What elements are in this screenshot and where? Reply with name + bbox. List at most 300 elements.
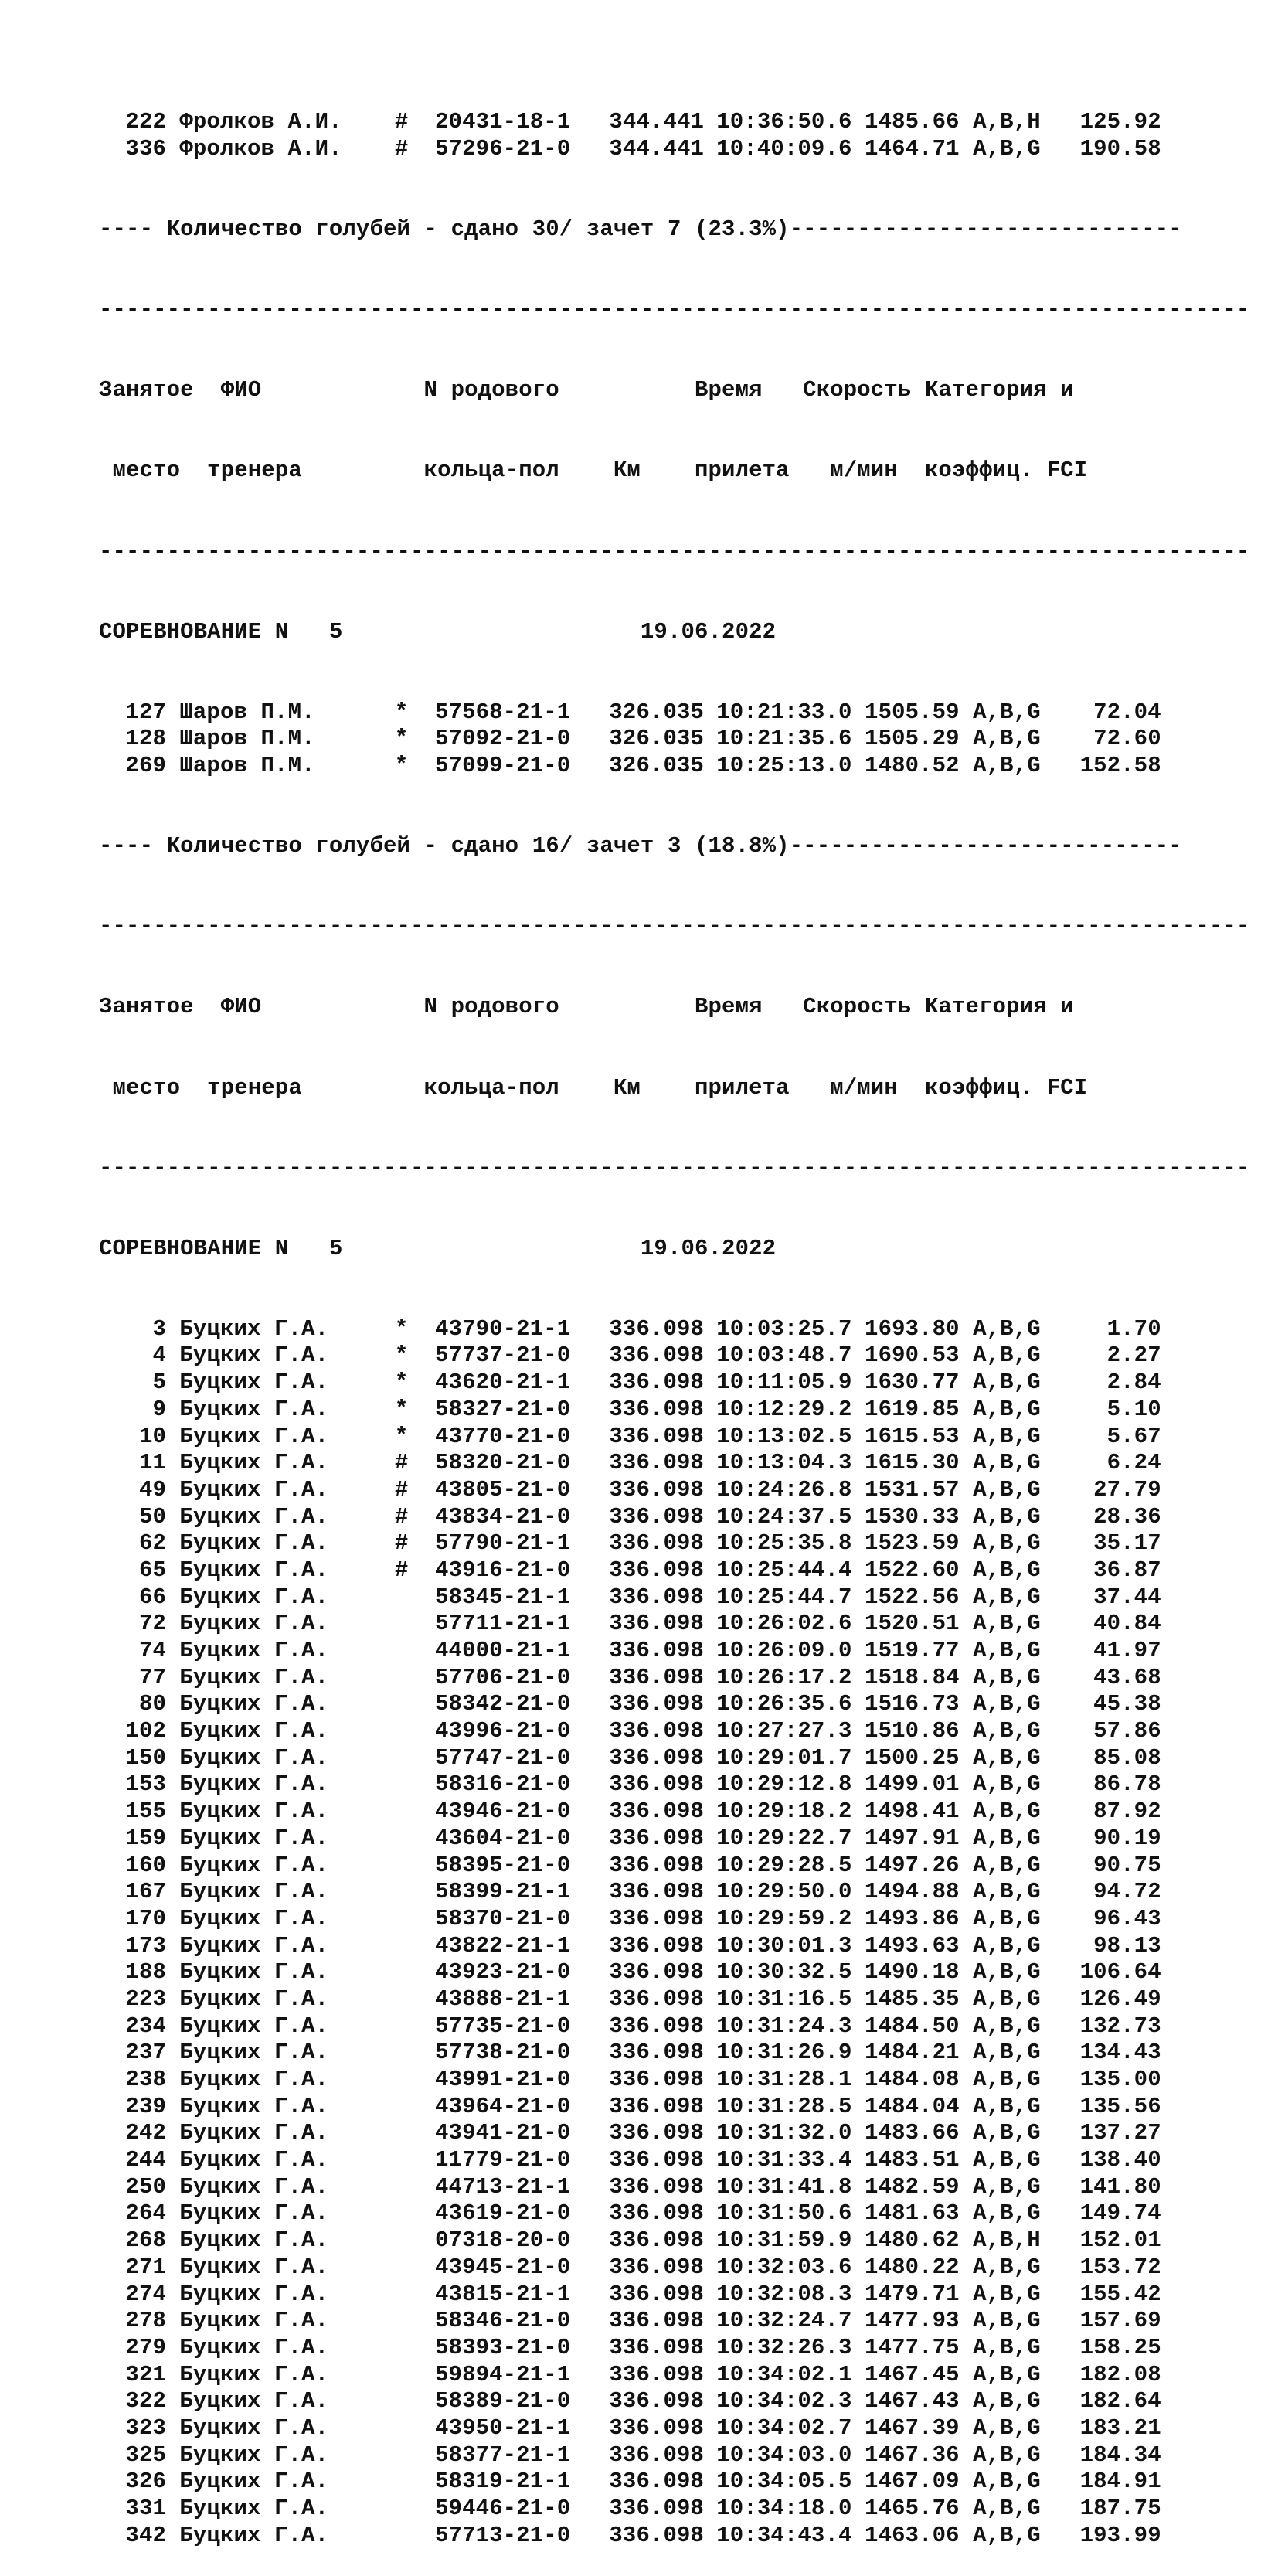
- cell-cat: A,B,G: [973, 2173, 1041, 2200]
- cell-place: 271: [125, 2254, 166, 2280]
- cell-place: 223: [125, 1986, 166, 2012]
- cell-ring: 43945-21-0: [435, 2254, 571, 2280]
- cell-time: 10:27:27.3: [716, 1718, 852, 1744]
- result-row: [99, 136, 1258, 163]
- cell-ring: 57296-21-0: [435, 136, 571, 162]
- cell-name: Буцких Г.А.: [179, 1959, 329, 1986]
- cell-time: 10:25:35.8: [716, 1530, 852, 1557]
- cell-place: 321: [125, 2361, 166, 2387]
- cell-mark: *: [394, 1315, 409, 1342]
- cell-time: 10:36:50.6: [716, 109, 852, 135]
- cell-fci: 182.64: [1079, 2388, 1161, 2414]
- cell-speed: 1499.01: [865, 1771, 960, 1798]
- cell-ring: 43815-21-1: [435, 2281, 571, 2307]
- cell-place: 65: [138, 1557, 166, 1583]
- results-table-butskikh: [99, 1316, 1258, 2550]
- cell-mark: #: [394, 1557, 409, 1583]
- cell-km: 336.098: [609, 2281, 705, 2307]
- cell-place: 128: [125, 726, 166, 752]
- cell-place: 325: [125, 2442, 166, 2468]
- cell-cat: A,B,G: [973, 1932, 1041, 1958]
- cell-ring: 58346-21-0: [435, 2308, 571, 2334]
- cell-time: 10:34:18.0: [716, 2496, 852, 2522]
- cell-ring: 43996-21-0: [435, 1718, 571, 1744]
- cell-cat: A,B,G: [973, 136, 1041, 162]
- cell-speed: 1615.30: [865, 1450, 960, 1476]
- cell-speed: 1523.59: [865, 1530, 960, 1557]
- cell-place: 153: [125, 1771, 166, 1798]
- result-row: [99, 2094, 1258, 2121]
- cell-time: 10:34:02.1: [716, 2361, 852, 2387]
- cell-place: 264: [125, 2200, 166, 2227]
- cell-fci: 5.10: [1106, 1396, 1161, 1422]
- result-row: [99, 753, 1258, 780]
- cell-cat: A,B,G: [973, 2469, 1041, 2495]
- cell-cat: A,B,G: [973, 1530, 1041, 1557]
- cell-cat: A,B,G: [973, 1503, 1041, 1530]
- cell-km: 326.035: [609, 699, 705, 725]
- cell-speed: 1510.86: [865, 1718, 960, 1744]
- cell-km: 336.098: [609, 2361, 705, 2387]
- cell-cat: A,B,G: [973, 1879, 1041, 1905]
- cell-time: 10:32:26.3: [716, 2334, 852, 2360]
- cell-name: Буцких Г.А.: [179, 2308, 329, 2334]
- result-row: [99, 1771, 1258, 1798]
- result-row: [99, 2147, 1258, 2174]
- cell-cat: A,B,G: [973, 2442, 1041, 2468]
- result-row: [99, 726, 1258, 753]
- cell-place: 11: [138, 1450, 166, 1476]
- cell-fci: 187.75: [1079, 2496, 1161, 2522]
- cell-ring: 59894-21-1: [435, 2361, 571, 2387]
- cell-ring: 59446-21-0: [435, 2496, 571, 2522]
- cell-cat: A,B,G: [973, 1744, 1041, 1771]
- cell-place: 242: [125, 2120, 166, 2146]
- results-document: [99, 56, 1258, 2576]
- result-row: [99, 1638, 1258, 1665]
- cell-cat: A,B,G: [973, 2067, 1041, 2093]
- cell-fci: 35.17: [1093, 1530, 1161, 1557]
- cell-ring: 57711-21-1: [435, 1611, 571, 1637]
- cell-place: 3: [152, 1315, 166, 1342]
- cell-ring: 43950-21-1: [435, 2414, 571, 2441]
- cell-name: Буцких Г.А.: [179, 1530, 329, 1557]
- result-row: [99, 2254, 1258, 2282]
- cell-place: 222: [125, 109, 166, 135]
- cell-km: 336.098: [609, 2388, 705, 2414]
- cell-place: 250: [125, 2173, 166, 2200]
- cell-cat: A,B,G: [973, 2522, 1041, 2548]
- cell-time: 10:24:37.5: [716, 1503, 852, 1530]
- cell-ring: 57092-21-0: [435, 726, 571, 752]
- cell-name: Буцких Г.А.: [179, 2522, 329, 2548]
- cell-speed: 1477.93: [865, 2308, 960, 2334]
- result-row: [99, 1424, 1258, 1451]
- cell-cat: A,B,G: [973, 1423, 1041, 1449]
- cell-place: 66: [138, 1584, 166, 1610]
- cell-km: 336.098: [609, 1718, 705, 1744]
- cell-km: 336.098: [609, 1557, 705, 1583]
- cell-mark: *: [394, 726, 409, 752]
- cell-km: 336.098: [609, 2200, 705, 2227]
- cell-time: 10:13:02.5: [716, 1423, 852, 1449]
- cell-cat: A,B,G: [973, 1396, 1041, 1422]
- cell-speed: 1467.39: [865, 2414, 960, 2441]
- cell-cat: A,B,G: [973, 1342, 1041, 1369]
- cell-fci: 72.04: [1093, 699, 1161, 725]
- result-row: [99, 2415, 1258, 2442]
- cell-fci: 85.08: [1093, 1744, 1161, 1771]
- cell-time: 10:29:28.5: [716, 1852, 852, 1878]
- cell-km: 336.098: [609, 1879, 705, 1905]
- cell-speed: 1530.33: [865, 1503, 960, 1530]
- cell-name: Буцких Г.А.: [179, 1450, 329, 1476]
- result-row: [99, 2496, 1258, 2523]
- cell-time: 10:29:12.8: [716, 1771, 852, 1798]
- cell-name: Буцких Г.А.: [179, 2147, 329, 2173]
- cell-name: Буцких Г.А.: [179, 2496, 329, 2522]
- cell-cat: A,B,G: [973, 2200, 1041, 2227]
- cell-km: 336.098: [609, 2496, 705, 2522]
- cell-speed: 1482.59: [865, 2173, 960, 2200]
- cell-speed: 1477.75: [865, 2334, 960, 2360]
- cell-ring: 58377-21-1: [435, 2442, 571, 2468]
- cell-name: Буцких Г.А.: [179, 1986, 329, 2012]
- result-row: [99, 1933, 1258, 1960]
- cell-name: Буцких Г.А.: [179, 1691, 329, 1717]
- cell-km: 336.098: [609, 2013, 705, 2039]
- cell-name: Буцких Г.А.: [179, 1718, 329, 1744]
- cell-name: Буцких Г.А.: [179, 1771, 329, 1798]
- cell-place: 74: [138, 1638, 166, 1664]
- results-table-frolkov: [99, 109, 1258, 162]
- cell-ring: 11779-21-0: [435, 2147, 571, 2173]
- cell-name: Буцких Г.А.: [179, 1852, 329, 1878]
- cell-km: 326.035: [609, 753, 705, 779]
- cell-fci: 182.08: [1079, 2361, 1161, 2387]
- cell-place: 244: [125, 2147, 166, 2173]
- cell-cat: A,B,G: [973, 726, 1041, 752]
- cell-fci: 98.13: [1093, 1932, 1161, 1958]
- column-header-line-1: Занятое ФИО N родового Время Скорость Категория и: [99, 994, 1074, 1020]
- cell-time: 10:29:01.7: [716, 1744, 852, 1771]
- cell-speed: 1484.50: [865, 2013, 960, 2039]
- cell-place: 322: [125, 2388, 166, 2414]
- cell-ring: 43946-21-0: [435, 1798, 571, 1825]
- result-row: [99, 2227, 1258, 2254]
- cell-time: 10:34:43.4: [716, 2522, 852, 2548]
- competition-heading: СОРЕВНОВАНИЕ N 5 19.06.2022: [99, 1235, 777, 1261]
- cell-speed: 1467.36: [865, 2442, 960, 2468]
- cell-speed: 1505.29: [865, 726, 960, 752]
- cell-place: 77: [138, 1664, 166, 1690]
- cell-fci: 37.44: [1093, 1584, 1161, 1610]
- cell-place: 237: [125, 2040, 166, 2066]
- cell-name: Буцких Г.А.: [179, 2469, 329, 2495]
- result-row: [99, 1986, 1258, 2013]
- cell-speed: 1493.63: [865, 1932, 960, 1958]
- cell-mark: *: [394, 1396, 409, 1422]
- cell-km: 336.098: [609, 1771, 705, 1798]
- cell-speed: 1483.66: [865, 2120, 960, 2146]
- cell-fci: 158.25: [1079, 2334, 1161, 2360]
- cell-fci: 157.69: [1079, 2308, 1161, 2334]
- result-row: [99, 1906, 1258, 1933]
- cell-km: 336.098: [609, 1932, 705, 1958]
- cell-speed: 1463.06: [865, 2522, 960, 2548]
- cell-speed: 1516.73: [865, 1691, 960, 1717]
- cell-speed: 1690.53: [865, 1342, 960, 1369]
- cell-ring: 20431-18-1: [435, 109, 571, 135]
- cell-time: 10:13:04.3: [716, 1450, 852, 1476]
- cell-km: 336.098: [609, 1450, 705, 1476]
- cell-name: Буцких Г.А.: [179, 1932, 329, 1958]
- cell-ring: 58345-21-1: [435, 1584, 571, 1610]
- result-row: [99, 1530, 1258, 1557]
- cell-speed: 1522.56: [865, 1584, 960, 1610]
- cell-mark: #: [394, 1476, 409, 1502]
- cell-fci: 28.36: [1093, 1503, 1161, 1530]
- cell-speed: 1630.77: [865, 1370, 960, 1396]
- results-table-sharov: [99, 699, 1258, 780]
- cell-cat: A,B,G: [973, 1315, 1041, 1342]
- cell-ring: 58316-21-0: [435, 1771, 571, 1798]
- cell-time: 10:31:32.0: [716, 2120, 852, 2146]
- cell-place: 72: [138, 1611, 166, 1637]
- cell-ring: 58399-21-1: [435, 1879, 571, 1905]
- cell-place: 274: [125, 2281, 166, 2307]
- cell-km: 336.098: [609, 2414, 705, 2441]
- cell-fci: 184.91: [1079, 2469, 1161, 2495]
- cell-speed: 1494.88: [865, 1879, 960, 1905]
- cell-time: 10:21:35.6: [716, 726, 852, 752]
- cell-cat: A,B,G: [973, 2254, 1041, 2280]
- result-row: [99, 1316, 1258, 1343]
- cell-fci: 2.27: [1106, 1342, 1161, 1369]
- cell-place: 326: [125, 2469, 166, 2495]
- cell-cat: A,B,G: [973, 699, 1041, 725]
- cell-fci: 153.72: [1079, 2254, 1161, 2280]
- result-row: [99, 699, 1258, 727]
- cell-place: 49: [138, 1476, 166, 1502]
- cell-time: 10:29:22.7: [716, 1825, 852, 1851]
- divider-line: -------------------------------------------------------------------------------------: [99, 538, 1250, 564]
- cell-mark: #: [394, 1530, 409, 1557]
- cell-fci: 190.58: [1079, 136, 1161, 162]
- cell-name: Буцких Г.А.: [179, 2227, 329, 2254]
- cell-km: 336.098: [609, 1638, 705, 1664]
- cell-cat: A,B,G: [973, 2093, 1041, 2119]
- cell-mark: *: [394, 753, 409, 779]
- cell-place: 278: [125, 2308, 166, 2334]
- result-row: [99, 2120, 1258, 2147]
- cell-time: 10:30:32.5: [716, 1959, 852, 1986]
- cell-km: 336.098: [609, 1342, 705, 1369]
- result-row: [99, 1879, 1258, 1906]
- cell-km: 336.098: [609, 2254, 705, 2280]
- cell-time: 10:26:09.0: [716, 1638, 852, 1664]
- cell-km: 336.098: [609, 2173, 705, 2200]
- cell-ring: 07318-20-0: [435, 2227, 571, 2254]
- cell-km: 336.098: [609, 1370, 705, 1396]
- cell-cat: A,B,G: [973, 2281, 1041, 2307]
- competition-heading: СОРЕВНОВАНИЕ N 5 19.06.2022: [99, 618, 777, 645]
- result-row: [99, 1826, 1258, 1853]
- result-row: [99, 2469, 1258, 2496]
- cell-ring: 58370-21-0: [435, 1905, 571, 1931]
- cell-time: 10:31:59.9: [716, 2227, 852, 2254]
- cell-name: Буцких Г.А.: [179, 2442, 329, 2468]
- cell-ring: 43805-21-0: [435, 1476, 571, 1502]
- cell-fci: 141.80: [1079, 2173, 1161, 2200]
- cell-ring: 58320-21-0: [435, 1450, 571, 1476]
- cell-time: 10:31:28.5: [716, 2093, 852, 2119]
- result-row: [99, 1370, 1258, 1397]
- cell-fci: 193.99: [1079, 2522, 1161, 2548]
- cell-km: 336.098: [609, 1315, 705, 1342]
- cell-time: 10:25:13.0: [716, 753, 852, 779]
- cell-cat: A,B,G: [973, 1825, 1041, 1851]
- divider-line: -------------------------------------------------------------------------------------: [99, 914, 1250, 940]
- cell-km: 336.098: [609, 2522, 705, 2548]
- result-row: [99, 2523, 1258, 2550]
- cell-time: 10:03:48.7: [716, 1342, 852, 1369]
- cell-cat: A,B,G: [973, 1691, 1041, 1717]
- cell-speed: 1693.80: [865, 1315, 960, 1342]
- cell-time: 10:31:16.5: [716, 1986, 852, 2012]
- cell-ring: 57735-21-0: [435, 2013, 571, 2039]
- cell-cat: A,B,G: [973, 1476, 1041, 1502]
- cell-speed: 1522.60: [865, 1557, 960, 1583]
- cell-km: 336.098: [609, 1530, 705, 1557]
- cell-time: 10:31:28.1: [716, 2067, 852, 2093]
- cell-ring: 58395-21-0: [435, 1852, 571, 1878]
- result-row: [99, 109, 1258, 136]
- cell-time: 10:11:05.9: [716, 1370, 852, 1396]
- column-header-line-1: Занятое ФИО N родового Время Скорость Категория и: [99, 377, 1074, 403]
- cell-place: 331: [125, 2496, 166, 2522]
- cell-ring: 44713-21-1: [435, 2173, 571, 2200]
- result-row: [99, 1691, 1258, 1718]
- cell-place: 342: [125, 2522, 166, 2548]
- cell-ring: 43923-21-0: [435, 1959, 571, 1986]
- cell-fci: 183.21: [1079, 2414, 1161, 2441]
- cell-ring: 57747-21-0: [435, 1744, 571, 1771]
- cell-fci: 1.70: [1106, 1315, 1161, 1342]
- cell-mark: *: [394, 1342, 409, 1369]
- cell-ring: 44000-21-1: [435, 1638, 571, 1664]
- cell-km: 336.098: [609, 1423, 705, 1449]
- cell-cat: A,B,G: [973, 2496, 1041, 2522]
- column-header-line-2: место тренера кольца-пол Км прилета м/мин коэффиц. FCI: [99, 458, 1088, 484]
- cell-name: Буцких Г.А.: [179, 2334, 329, 2360]
- cell-speed: 1485.35: [865, 1986, 960, 2012]
- cell-ring: 57737-21-0: [435, 1342, 571, 1369]
- cell-km: 336.098: [609, 2308, 705, 2334]
- cell-time: 10:31:50.6: [716, 2200, 852, 2227]
- cell-fci: 149.74: [1079, 2200, 1161, 2227]
- result-row: [99, 2442, 1258, 2469]
- cell-ring: 43619-21-0: [435, 2200, 571, 2227]
- cell-fci: 87.92: [1093, 1798, 1161, 1825]
- cell-time: 10:24:26.8: [716, 1476, 852, 1502]
- cell-fci: 86.78: [1093, 1771, 1161, 1798]
- cell-fci: 135.00: [1079, 2067, 1161, 2093]
- cell-cat: A,B,G: [973, 1718, 1041, 1744]
- cell-name: Шаров П.М.: [179, 699, 315, 725]
- cell-fci: 135.56: [1079, 2093, 1161, 2119]
- divider-line: -------------------------------------------------------------------------------------: [99, 297, 1250, 323]
- cell-speed: 1480.62: [865, 2227, 960, 2254]
- cell-place: 238: [125, 2067, 166, 2093]
- cell-ring: 58342-21-0: [435, 1691, 571, 1717]
- result-row: [99, 2282, 1258, 2309]
- cell-name: Буцких Г.А.: [179, 2040, 329, 2066]
- cell-cat: A,B,G: [973, 1852, 1041, 1878]
- cell-name: Фролков А.И.: [179, 109, 342, 135]
- cell-name: Буцких Г.А.: [179, 1879, 329, 1905]
- cell-km: 336.098: [609, 2147, 705, 2173]
- summary-line: ---- Количество голубей - сдано 30/ зачет 7 (23.3%)-----------------------------: [99, 216, 1182, 243]
- cell-cat: A,B,G: [973, 2308, 1041, 2334]
- result-row: [99, 1745, 1258, 1772]
- result-row: [99, 2174, 1258, 2201]
- result-row: [99, 1798, 1258, 1826]
- cell-mark: #: [394, 136, 409, 162]
- cell-place: 170: [125, 1905, 166, 1931]
- cell-time: 10:29:50.0: [716, 1879, 852, 1905]
- cell-ring: 43770-21-0: [435, 1423, 571, 1449]
- cell-place: 160: [125, 1852, 166, 1878]
- cell-speed: 1484.21: [865, 2040, 960, 2066]
- cell-name: Буцких Г.А.: [179, 2254, 329, 2280]
- cell-time: 10:34:02.7: [716, 2414, 852, 2441]
- cell-mark: #: [394, 1450, 409, 1476]
- cell-km: 336.098: [609, 1503, 705, 1530]
- cell-speed: 1485.66: [865, 109, 960, 135]
- result-row: [99, 1665, 1258, 1692]
- cell-km: 336.098: [609, 1959, 705, 1986]
- cell-speed: 1481.63: [865, 2200, 960, 2227]
- cell-fci: 96.43: [1093, 1905, 1161, 1931]
- cell-name: Буцких Г.А.: [179, 2361, 329, 2387]
- cell-speed: 1479.71: [865, 2281, 960, 2307]
- cell-km: 336.098: [609, 1396, 705, 1422]
- cell-ring: 57706-21-0: [435, 1664, 571, 1690]
- cell-km: 336.098: [609, 1905, 705, 1931]
- cell-ring: 43941-21-0: [435, 2120, 571, 2146]
- cell-time: 10:32:08.3: [716, 2281, 852, 2307]
- cell-speed: 1615.53: [865, 1423, 960, 1449]
- cell-name: Буцких Г.А.: [179, 2388, 329, 2414]
- cell-name: Буцких Г.А.: [179, 1664, 329, 1690]
- cell-fci: 27.79: [1093, 1476, 1161, 1502]
- result-row: [99, 2388, 1258, 2415]
- cell-name: Буцких Г.А.: [179, 1476, 329, 1502]
- result-row: [99, 2362, 1258, 2389]
- cell-speed: 1531.57: [865, 1476, 960, 1502]
- cell-cat: A,B,G: [973, 1771, 1041, 1798]
- cell-place: 188: [125, 1959, 166, 1986]
- cell-km: 336.098: [609, 2442, 705, 2468]
- cell-speed: 1480.22: [865, 2254, 960, 2280]
- cell-ring: 57738-21-0: [435, 2040, 571, 2066]
- cell-place: 9: [152, 1396, 166, 1422]
- cell-cat: A,B,G: [973, 1450, 1041, 1476]
- cell-place: 279: [125, 2334, 166, 2360]
- cell-ring: 58319-21-1: [435, 2469, 571, 2495]
- cell-name: Буцких Г.А.: [179, 1905, 329, 1931]
